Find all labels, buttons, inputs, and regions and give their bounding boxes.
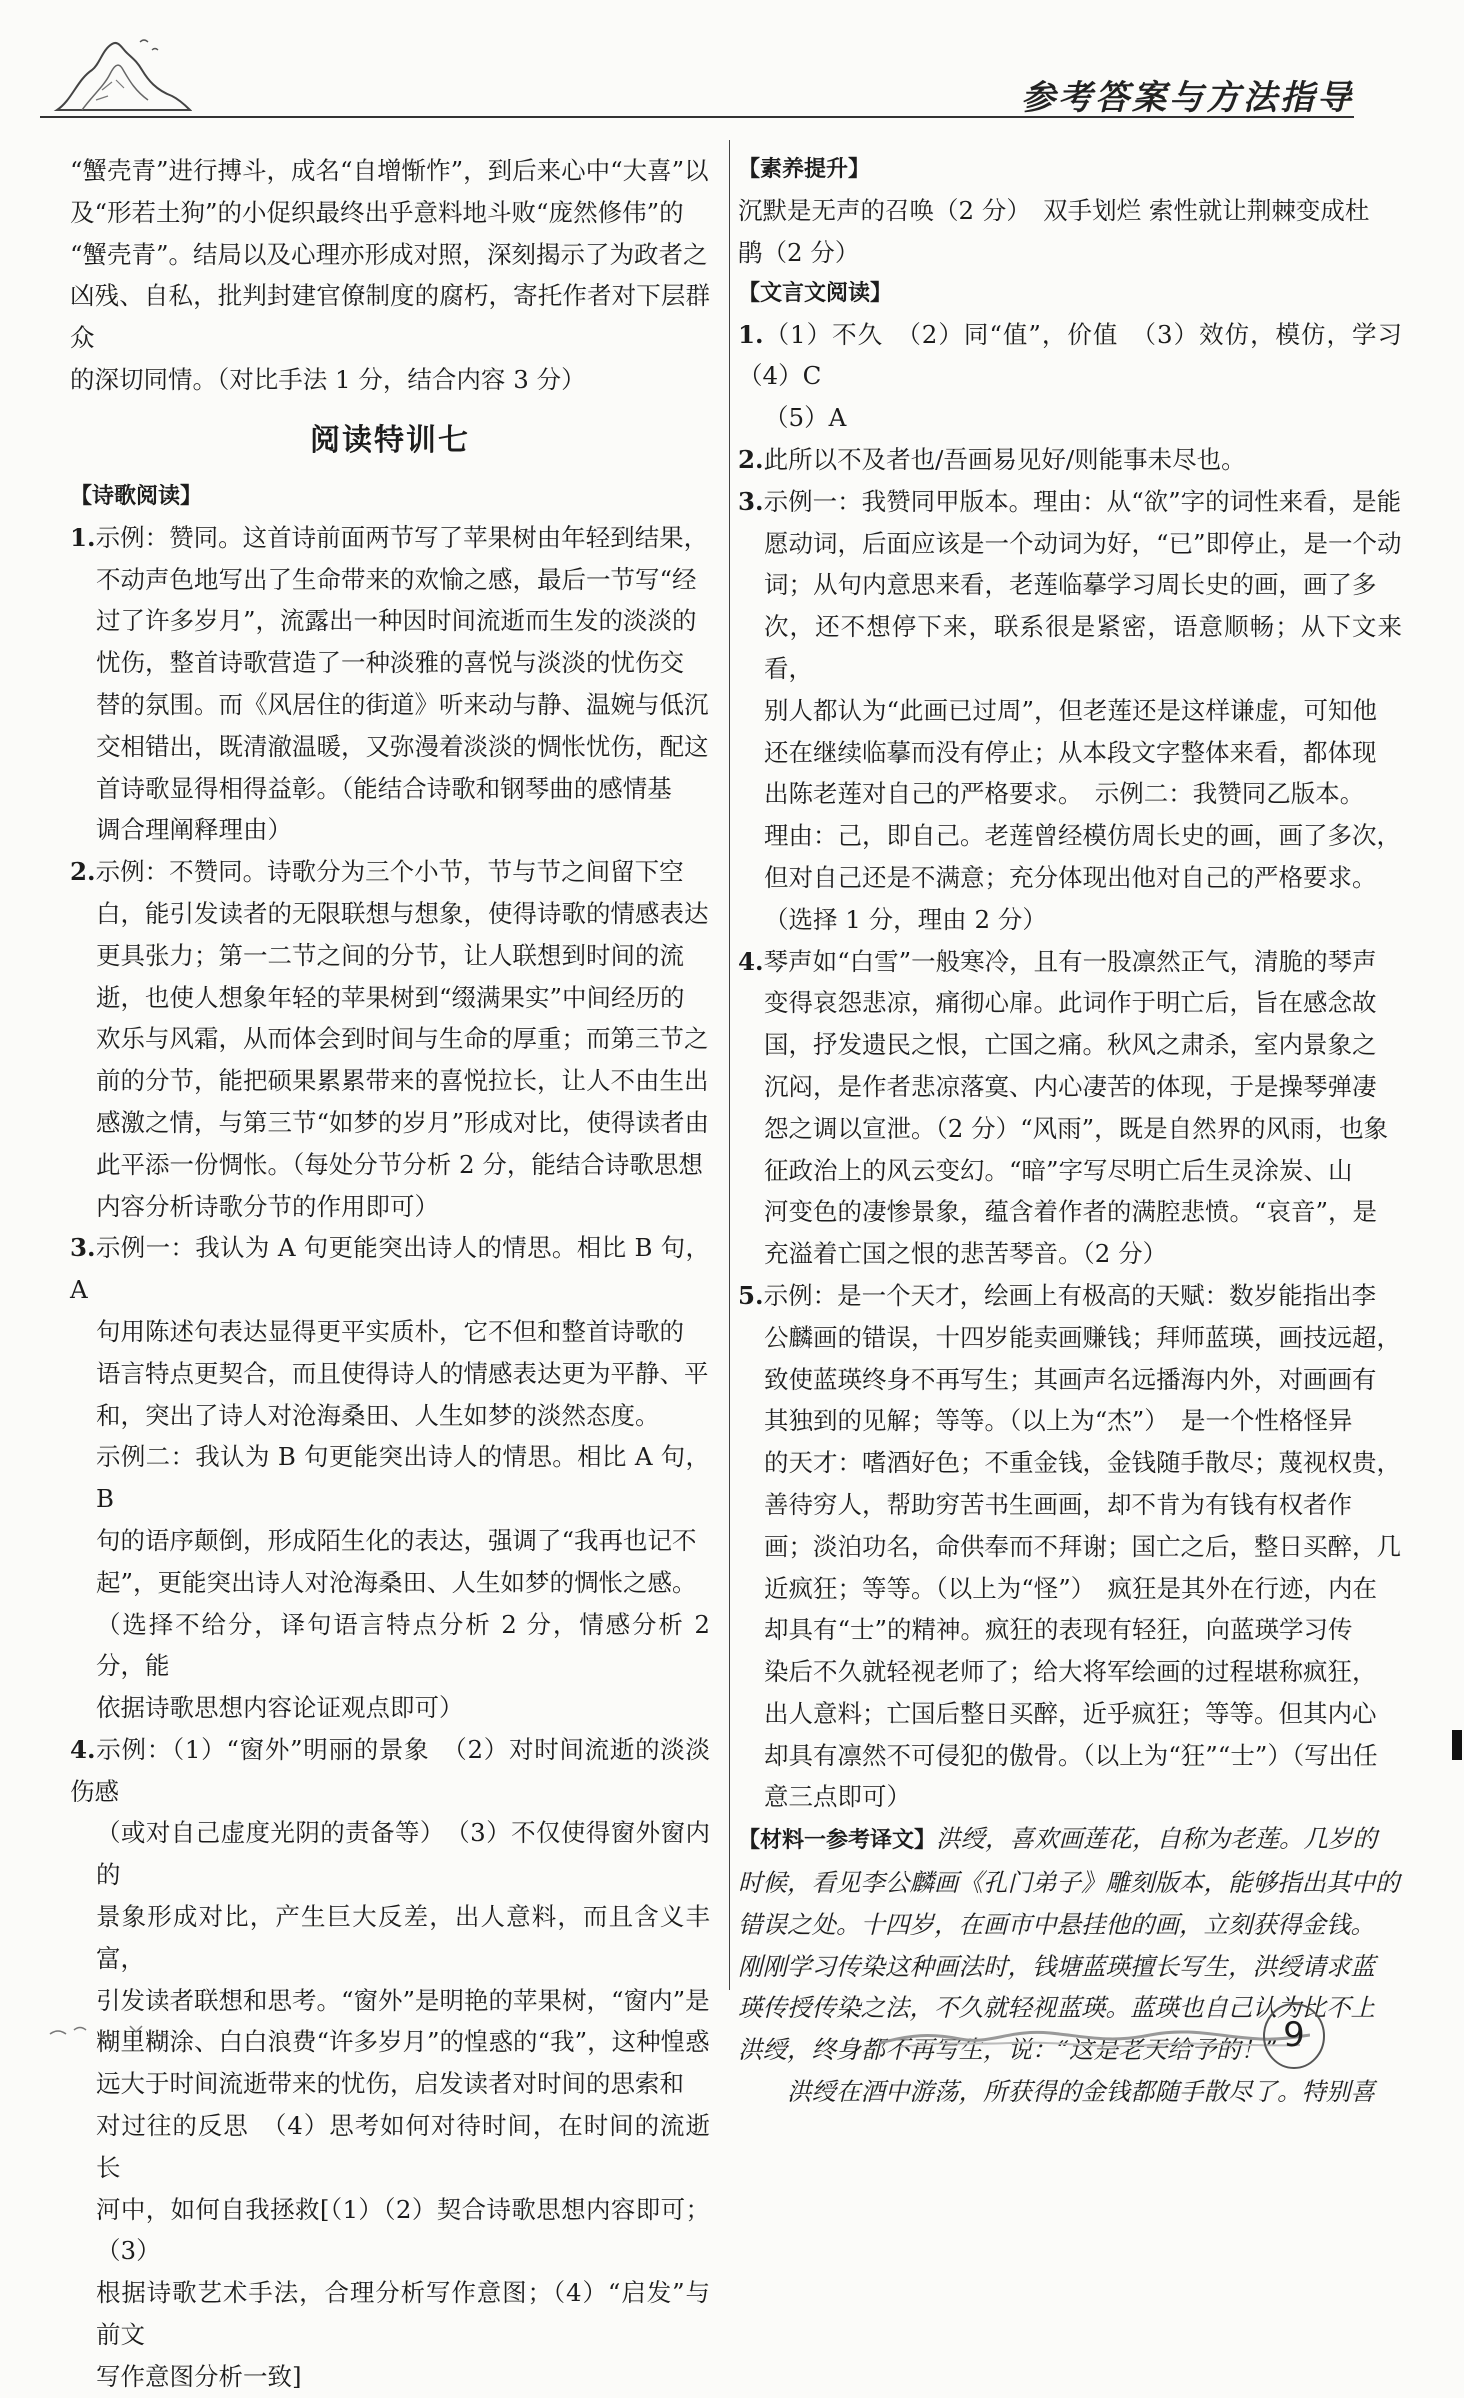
text-line: 内容分析诗歌分节的作用即可） bbox=[96, 1191, 439, 1221]
text-line: 欢乐与风霜，从而体会到时间与生命的厚重；而第三节之 bbox=[96, 1024, 709, 1054]
text-line: 沉闷，是作者悲凉落寞、内心凄苦的体现，于是操琴弹凄 bbox=[764, 1071, 1377, 1101]
answer-item-4 bbox=[70, 1729, 710, 2398]
text-line: 洪绶，喜欢画莲花，自称为老莲。几岁的 bbox=[936, 1824, 1378, 1854]
text-line: 示例：（1）“窗外”明丽的景象 （2）对时间流逝的淡淡伤感 bbox=[70, 1734, 710, 1806]
text-line: 此平添一份惆怅。（每处分节分析 2 分，能结合诗歌思想 bbox=[96, 1149, 703, 1179]
text-line: 染后不久就轻视老师了；给大将军绘画的过程堪称疯狂， bbox=[764, 1657, 1377, 1687]
text-line: 依据诗歌思想内容论证观点即可） bbox=[96, 1693, 464, 1723]
text-line: 公麟画的错误，十四岁能卖画赚钱；拜师蓝瑛，画技远超， bbox=[764, 1322, 1401, 1352]
text-line: 河变色的凄惨景象，蕴含着作者的满腔悲愤。“哀音”，是 bbox=[764, 1197, 1378, 1227]
edge-mark bbox=[1452, 1730, 1462, 1760]
text-line: 次，还不想停下来，联系很是紧密，语意顺畅；从下文来看， bbox=[764, 612, 1402, 683]
text-line: 根据诗歌艺术手法，合理分析写作意图；（4）“启发”与前文 bbox=[96, 2278, 710, 2350]
text-line: 糊里糊涂、白白浪费“许多岁月”的惶惑的“我”，这种惶惑 bbox=[96, 2027, 710, 2057]
text-line: 鹃（2 分） bbox=[738, 237, 860, 267]
text-line: （5）A bbox=[764, 403, 847, 433]
text-line: 逝，也使人想象年轻的苹果树到“缀满果实”中间经历的 bbox=[96, 982, 685, 1012]
intro-paragraph bbox=[70, 150, 710, 401]
text-line: 其独到的见解；等等。（以上为“杰”） 是一个性格怪异 bbox=[764, 1406, 1353, 1436]
text-line: “蟹壳青”。结局以及心理亦形成对照，深刻揭示了为政者之 bbox=[70, 239, 708, 269]
item-number: 3. bbox=[70, 1233, 96, 1263]
text-line: 引发读者联想和思考。“窗外”是明艳的苹果树，“窗内”是 bbox=[96, 1985, 710, 2015]
bird-decoration-icon bbox=[40, 2010, 240, 2050]
text-line: 示例：是一个天才，绘画上有极高的天赋：数岁能指出李 bbox=[763, 1280, 1377, 1310]
text-line: 示例二：我认为 B 句更能突出诗人的情思。相比 A 句，B bbox=[96, 1442, 710, 1514]
text-line: 变得哀怨悲凉，痛彻心扉。此词作于明亡后，旨在感念故 bbox=[764, 988, 1377, 1018]
text-line: 善待穷人，帮助穷苦书生画画，却不肯为有钱有权者作 bbox=[764, 1489, 1352, 1519]
text-line: 不动声色地写出了生命带来的欢愉之感，最后一节写“经 bbox=[96, 564, 697, 594]
text-line: 征政治上的风云变幻。“暗”字写尽明亡后生灵涂炭、山 bbox=[764, 1155, 1353, 1185]
text-line: 示例：不赞同。诗歌分为三个小节，节与节之间留下空 bbox=[95, 857, 684, 887]
text-line: 句用陈述句表达显得更平实质朴，它不但和整首诗歌的 bbox=[96, 1316, 684, 1346]
text-line: 沉默是无声的召唤（2 分） 双手划烂 索性就让荆棘变成杜 bbox=[738, 196, 1370, 225]
text-line: 的深切同情。（对比手法 1 分，结合内容 3 分） bbox=[70, 364, 586, 394]
column-divider bbox=[729, 140, 730, 1990]
text-line: 洪绶，终身都不再写生，说：“这是老天给予的！” bbox=[738, 2035, 1278, 2065]
text-line: 琴声如“白雪”一般寒冷，且有一股凛然正气，清脆的琴声 bbox=[763, 946, 1377, 976]
text-line: 怨之调以宣泄。（2 分）“风雨”，既是自然界的风雨，也象 bbox=[764, 1113, 1389, 1143]
text-line: 景象形成对比，产生巨大反差，出人意料，而且含义丰富， bbox=[96, 1902, 710, 1973]
text-line: 词；从句内意思来看，老莲临摹学习周长史的画，画了多 bbox=[764, 570, 1377, 600]
text-line: 远大于时间流逝带来的忧伤，启发读者对时间的思索和 bbox=[96, 2069, 684, 2099]
text-line: 还在继续临摹而没有停止；从本段文字整体来看，都体现 bbox=[764, 737, 1377, 767]
page-header bbox=[0, 0, 1464, 120]
text-line: 却具有“士”的精神。疯狂的表现有轻狂，向蓝瑛学习传 bbox=[764, 1615, 1353, 1645]
wenyan-label: 【文言文阅读】 bbox=[738, 280, 893, 306]
text-line: 愿动词，后面应该是一个动词为好，“已”即停止，是一个动 bbox=[764, 528, 1402, 558]
text-line: 示例一：我赞同甲版本。理由：从“欲”字的词性来看，是能 bbox=[763, 486, 1402, 516]
item-number: 3. bbox=[738, 486, 764, 516]
text-line: 充溢着亡国之恨的悲苦琴音。（2 分） bbox=[764, 1239, 1168, 1269]
text-line: 国，抒发遗民之恨，亡国之痛。秋风之肃杀，室内景象之 bbox=[764, 1030, 1377, 1060]
text-line: 出陈老莲对自己的严格要求。 示例二：我赞同乙版本。 bbox=[764, 779, 1365, 809]
header-title: 参考答案与方法指导 bbox=[1021, 78, 1354, 118]
text-line: 交相错出，既清澈温暖，又弥漫着淡淡的惆怅忧伤，配这 bbox=[96, 731, 709, 761]
translation-label: 【材料一参考译文】 bbox=[738, 1828, 937, 1854]
answer-item-2 bbox=[70, 851, 710, 1227]
text-line: 此所以不及者也/吾画易见好/则能事未尽也。 bbox=[763, 444, 1246, 474]
page-number: 9 bbox=[1283, 2015, 1305, 2055]
text-line: “蟹壳青”进行搏斗，成名“自增惭怍”，到后来心中“大喜”以 bbox=[70, 156, 709, 185]
text-line: 出人意料；亡国后整日买醉，近乎疯狂；等等。但其内心 bbox=[764, 1698, 1377, 1728]
left-column bbox=[70, 150, 710, 2398]
answer-item-2 bbox=[738, 439, 1402, 481]
text-line: 语言特点更契合，而且使得诗人的情感表达更为平静、平 bbox=[96, 1358, 709, 1388]
text-line: （1）不久 （2）同“值”，价值 （3）效仿，模仿，学习 （4）C bbox=[738, 319, 1427, 391]
right-column bbox=[738, 150, 1427, 2113]
answer-item-1 bbox=[70, 517, 710, 851]
text-line: 更具张力；第一二节之间的分节，让人联想到时间的流 bbox=[96, 940, 684, 970]
text-line: 首诗歌显得相得益彰。（能结合诗歌和钢琴曲的感情基 bbox=[96, 773, 672, 803]
text-line: （选择 1 分，理由 2 分） bbox=[764, 904, 1047, 934]
item-number: 1. bbox=[738, 319, 764, 349]
answer-item-1 bbox=[738, 314, 1427, 439]
text-line: 理由：己，即自己。老莲曾经模仿周长史的画，画了多次， bbox=[764, 821, 1401, 851]
suyang-label: 【素养提升】 bbox=[738, 157, 871, 182]
text-line: 白，能引发读者的无限联想与想象，使得诗歌的情感表达 bbox=[96, 898, 709, 928]
answer-item-4 bbox=[738, 941, 1402, 1275]
text-line: 错误之处。十四岁，在画市中悬挂他的画，立刻获得金钱。 bbox=[738, 1909, 1375, 1939]
poetry-label: 【诗歌阅读】 bbox=[70, 483, 203, 509]
text-line: 河中，如何自我拯救[（1）（2）契合诗歌思想内容即可；（3） bbox=[96, 2194, 710, 2266]
answer-item-3 bbox=[70, 1227, 710, 1729]
header-rule bbox=[40, 116, 1354, 118]
item-number: 1. bbox=[70, 522, 96, 552]
text-line: 意三点即可） bbox=[764, 1782, 911, 1812]
text-line: 感激之情，与第三节“如梦的岁月”形成对比，使得读者由 bbox=[96, 1107, 710, 1137]
text-line: 对过往的反思 （4）思考如何对待时间，在时间的流逝长 bbox=[96, 2111, 710, 2182]
item-number: 4. bbox=[738, 946, 764, 976]
mountain-logo-icon bbox=[52, 30, 192, 114]
item-number: 2. bbox=[738, 444, 764, 474]
text-line: 刚刚学习传染这种画法时，钱塘蓝瑛擅长写生，洪绶请求蓝 bbox=[738, 1951, 1375, 1981]
text-line: （或对自己虚度光阴的责备等） （3）不仅使得窗外窗内的 bbox=[96, 1818, 710, 1890]
text-line: （选择不给分，译句语言特点分析 2 分，情感分析 2 分，能 bbox=[96, 1609, 710, 1681]
text-line: 凶残、自私，批判封建官僚制度的腐朽，寄托作者对下层群众 bbox=[70, 281, 710, 353]
text-line: 前的分节，能把硕果累累带来的喜悦拉长，让人不由生出 bbox=[96, 1066, 709, 1096]
text-line: 近疯狂；等等。（以上为“怪”） 疯狂是其外在行迹，内在 bbox=[764, 1573, 1378, 1603]
text-line: 句的语序颠倒，形成陌生化的表达，强调了“我再也记不 bbox=[96, 1525, 697, 1555]
text-line: 致使蓝瑛终身不再写生；其画声名远播海内外，对画画有 bbox=[764, 1364, 1377, 1394]
text-line: 过了许多岁月”，流露出一种因时间流逝而生发的淡淡的 bbox=[96, 606, 697, 636]
text-line: 及“形若土狗”的小促织最终出乎意料地斗败“庞然修伟”的 bbox=[70, 197, 684, 227]
text-line: 画；淡泊功名，命供奉而不拜谢；国亡之后，整日买醉，几 bbox=[764, 1531, 1401, 1561]
text-line: 别人都认为“此画已过周”，但老莲还是这样谦虚，可知他 bbox=[764, 695, 1378, 725]
text-line: 示例：赞同。这首诗前面两节写了苹果树由年轻到结果， bbox=[95, 522, 709, 552]
text-line: 洪绶在酒中游荡，所获得的金钱都随手散尽了。特别喜 bbox=[787, 2077, 1375, 2107]
item-number: 5. bbox=[738, 1280, 764, 1310]
text-line: 和，突出了诗人对沧海桑田、人生如梦的淡然态度。 bbox=[96, 1400, 660, 1430]
text-line: 瑛传授传染之法，不久就轻视蓝瑛。蓝瑛也自己认为比不上 bbox=[738, 1993, 1375, 2023]
item-number: 2. bbox=[70, 857, 96, 887]
text-line: 的天才：嗜酒好色；不重金钱，金钱随手散尽；蔑视权贵， bbox=[764, 1448, 1401, 1478]
text-line: 时候，看见李公麟画《孔门弟子》雕刻版本，能够指出其中的 bbox=[738, 1868, 1400, 1898]
item-number: 4. bbox=[70, 1734, 96, 1764]
text-line: 调合理阐释理由） bbox=[96, 815, 292, 845]
answer-item-3 bbox=[738, 481, 1402, 941]
text-line: 忧伤，整首诗歌营造了一种淡雅的喜悦与淡淡的忧伤交 bbox=[96, 648, 684, 678]
text-line: 起”，更能突出诗人对沧海桑田、人生如梦的惆怅之感。 bbox=[96, 1567, 697, 1597]
text-line: 却具有凛然不可侵犯的傲骨。（以上为“狂”“士”）（写出任 bbox=[764, 1740, 1378, 1770]
text-line: 替的氛围。而《风居住的街道》听来动与静、温婉与低沉 bbox=[96, 689, 709, 719]
answer-item-5 bbox=[738, 1275, 1402, 1818]
wave-decoration-icon bbox=[880, 2015, 1310, 2055]
text-line: 但对自己还是不满意；充分体现出他对自己的严格要求。 bbox=[764, 862, 1377, 892]
text-line: 写作意图分析一致] bbox=[96, 2361, 302, 2391]
section-title: 阅读特训七 bbox=[310, 422, 470, 458]
text-line: 示例一：我认为 A 句更能突出诗人的情思。相比 B 句，A bbox=[70, 1233, 710, 1305]
